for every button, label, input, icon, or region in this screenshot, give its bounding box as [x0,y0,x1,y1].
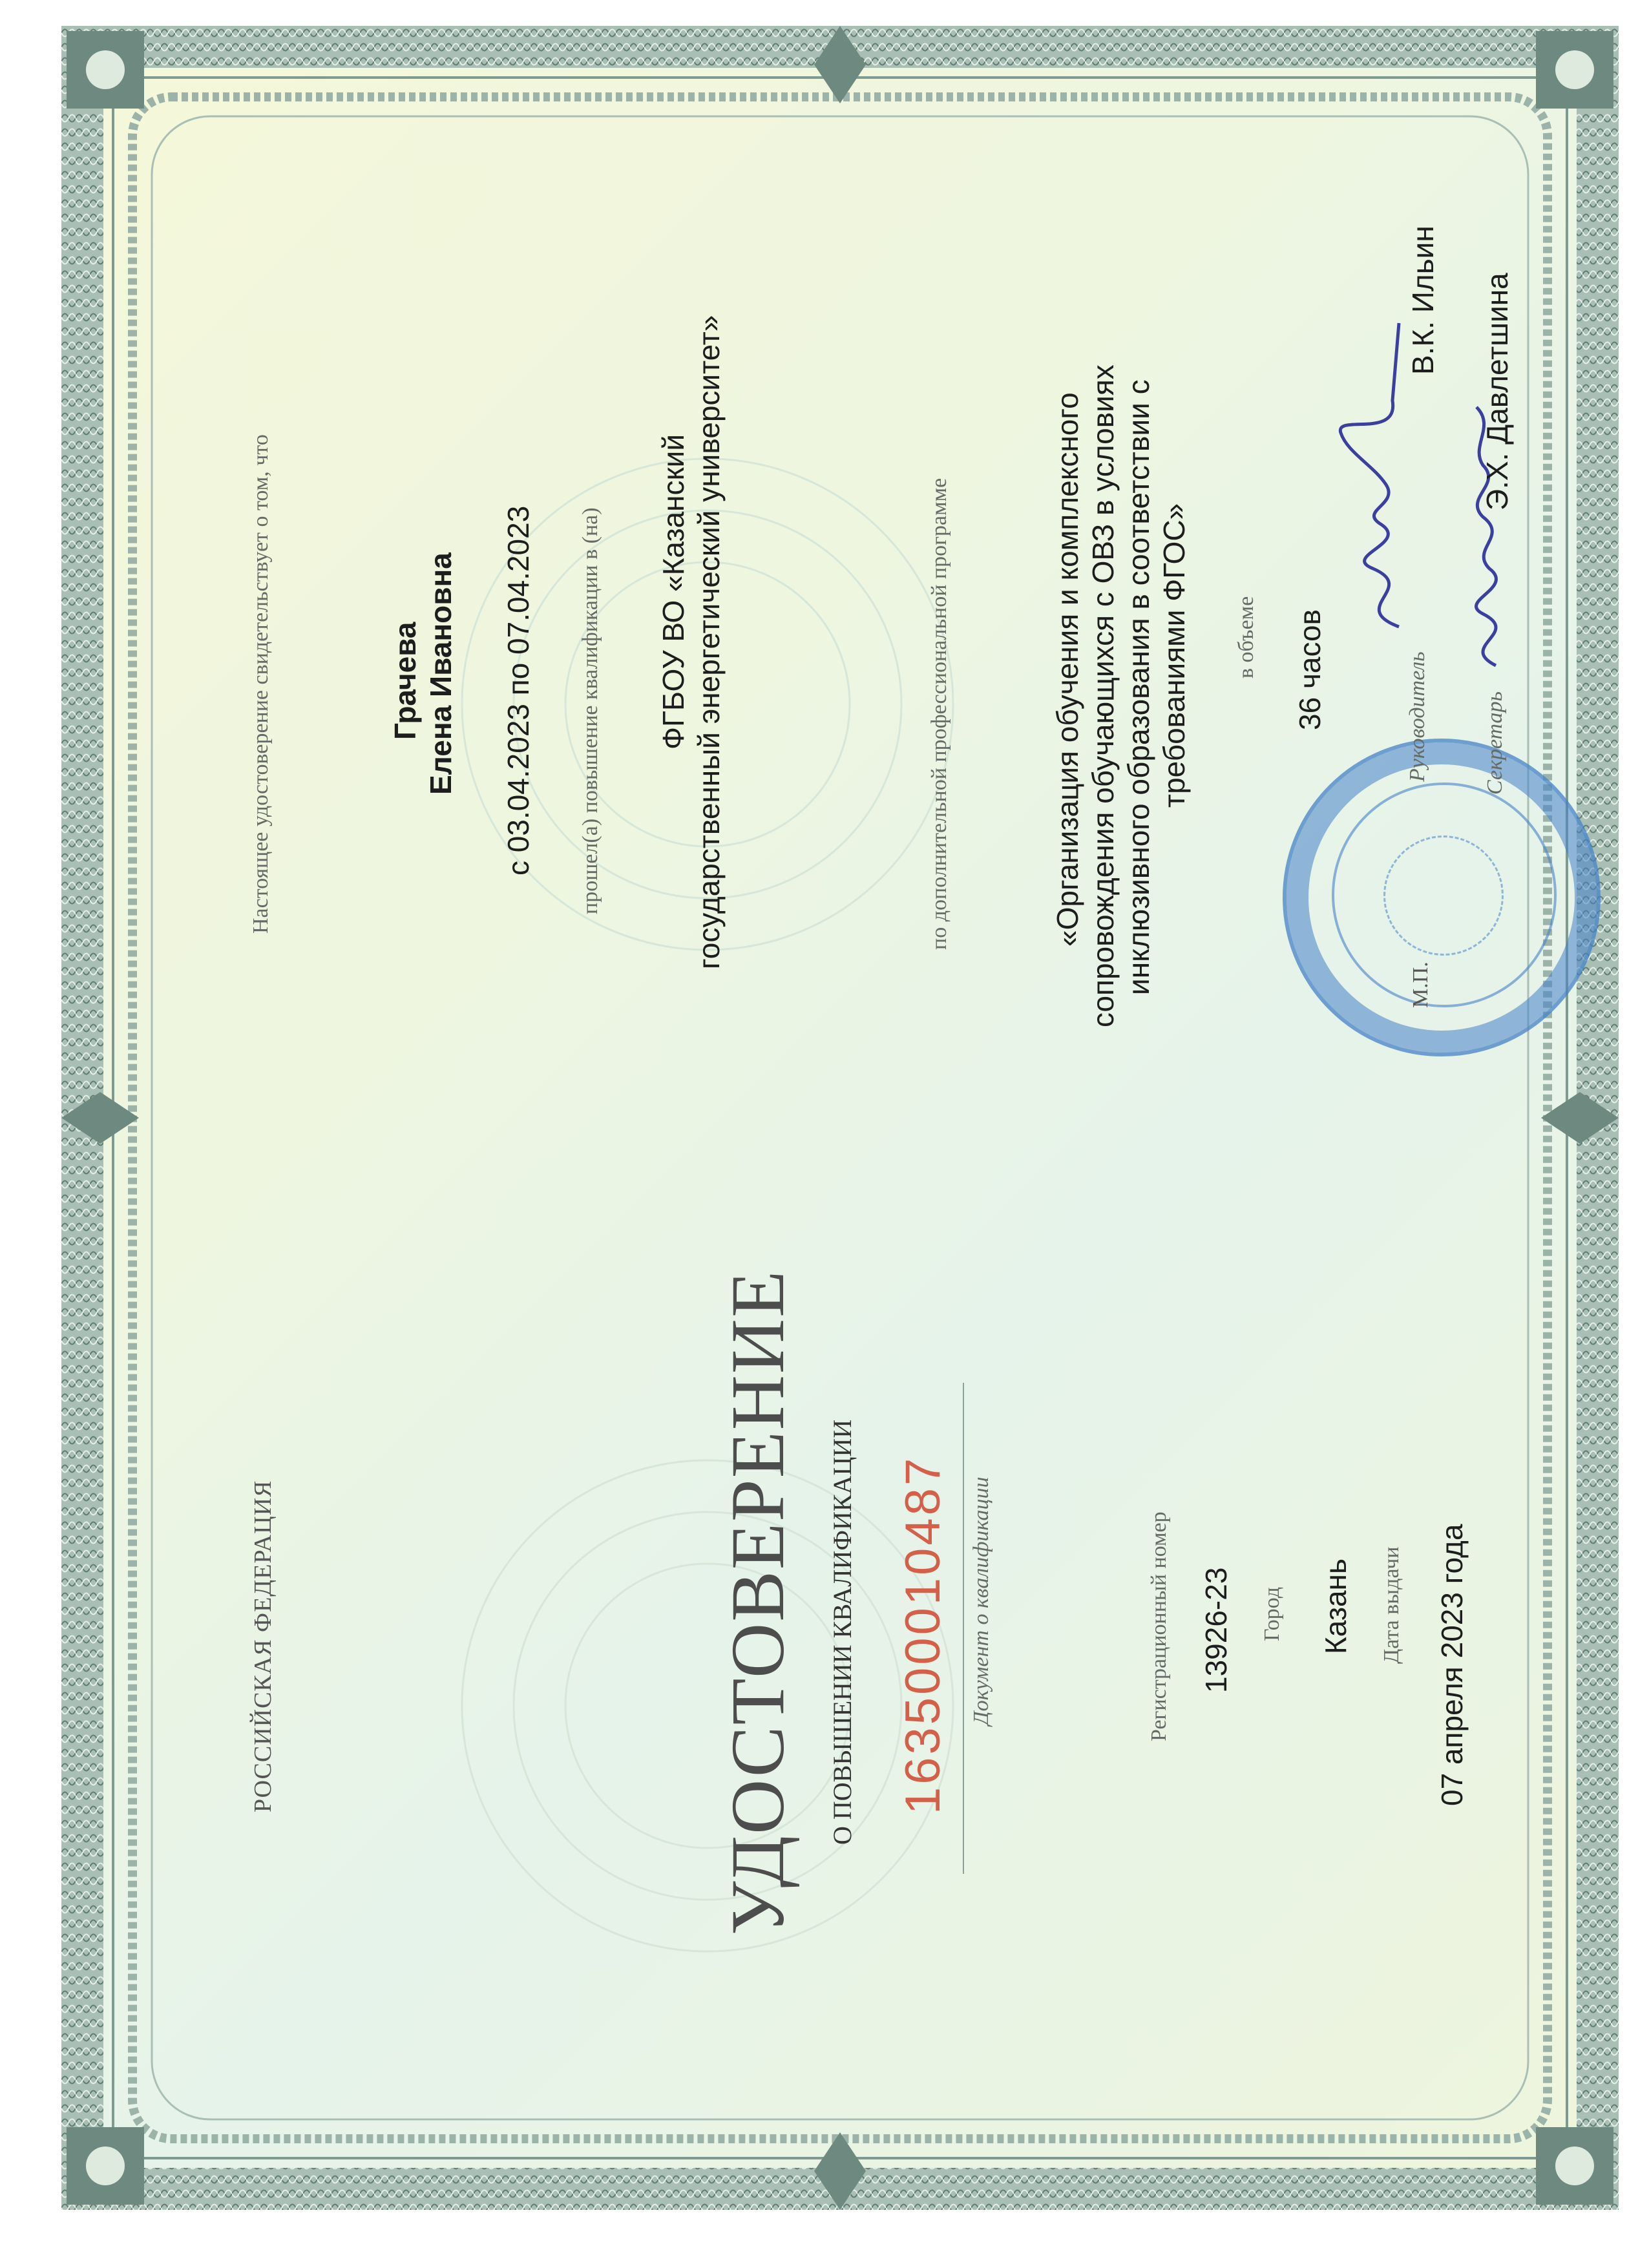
organization-line-1: ФГБОУ ВО «Казанский [656,434,690,750]
official-seal [1283,739,1601,1056]
country-label: РОССИЙСКАЯ ФЕДЕРАЦИЯ [249,1480,277,1812]
issue-date-caption: Дата выдачи [1380,1546,1403,1664]
secretary-caption: Секретарь [1483,691,1507,795]
program-line-3: инклюзивного образования в соответствии с [1122,379,1155,995]
certificate-sheet [61,26,1619,2210]
program-caption: по дополнительной профессиональной программе [927,478,951,950]
mp-label: М.П. [1409,961,1433,1008]
serial-number: 163500010487 [896,1455,951,1814]
intro-text: Настоящее удостоверение свидетельствует о том, что [249,434,273,934]
certificate-content [61,26,1619,2210]
passed-caption: прошел(а) повышение квалификации в (на) [578,507,602,914]
seal-emblem [1383,835,1504,956]
volume-caption: в объеме [1234,596,1258,678]
reg-number-caption: Регистрационный номер [1147,1511,1171,1741]
program-line-4: требованиями ФГОС» [1157,503,1191,808]
program-line-1: «Организация обучения и комплексного [1051,392,1084,947]
head-caption: Руководитель [1405,651,1429,782]
document-subtitle: О ПОВЫШЕНИИ КВАЛИФИКАЦИИ [828,1419,857,1845]
city-value: Казань [1319,1559,1352,1654]
recipient-name: Елена Ивановна [424,552,457,795]
head-name: В.К. Ильин [1406,226,1440,375]
program-line-2: сопровождения обучающихся с ОВЗ в условиях [1086,364,1120,1027]
organization-line-2: государственный энергетический университет» [692,315,726,969]
secretary-name: Э.Х. Давлетшина [1480,273,1514,510]
city-caption: Город [1260,1587,1284,1641]
recipient-surname: Грачева [388,622,422,740]
study-period: с 03.04.2023 по 07.04.2023 [501,505,535,876]
serial-caption: Документ о квалификации [969,1476,993,1725]
reg-number: 13926-23 [1199,1567,1233,1693]
document-title: УДОСТОВЕРЕНИЕ [715,1269,800,1935]
serial-underline [963,1383,964,1874]
issue-date: 07 апреля 2023 года [1435,1524,1469,1806]
hours-value: 36 часов [1293,609,1327,730]
